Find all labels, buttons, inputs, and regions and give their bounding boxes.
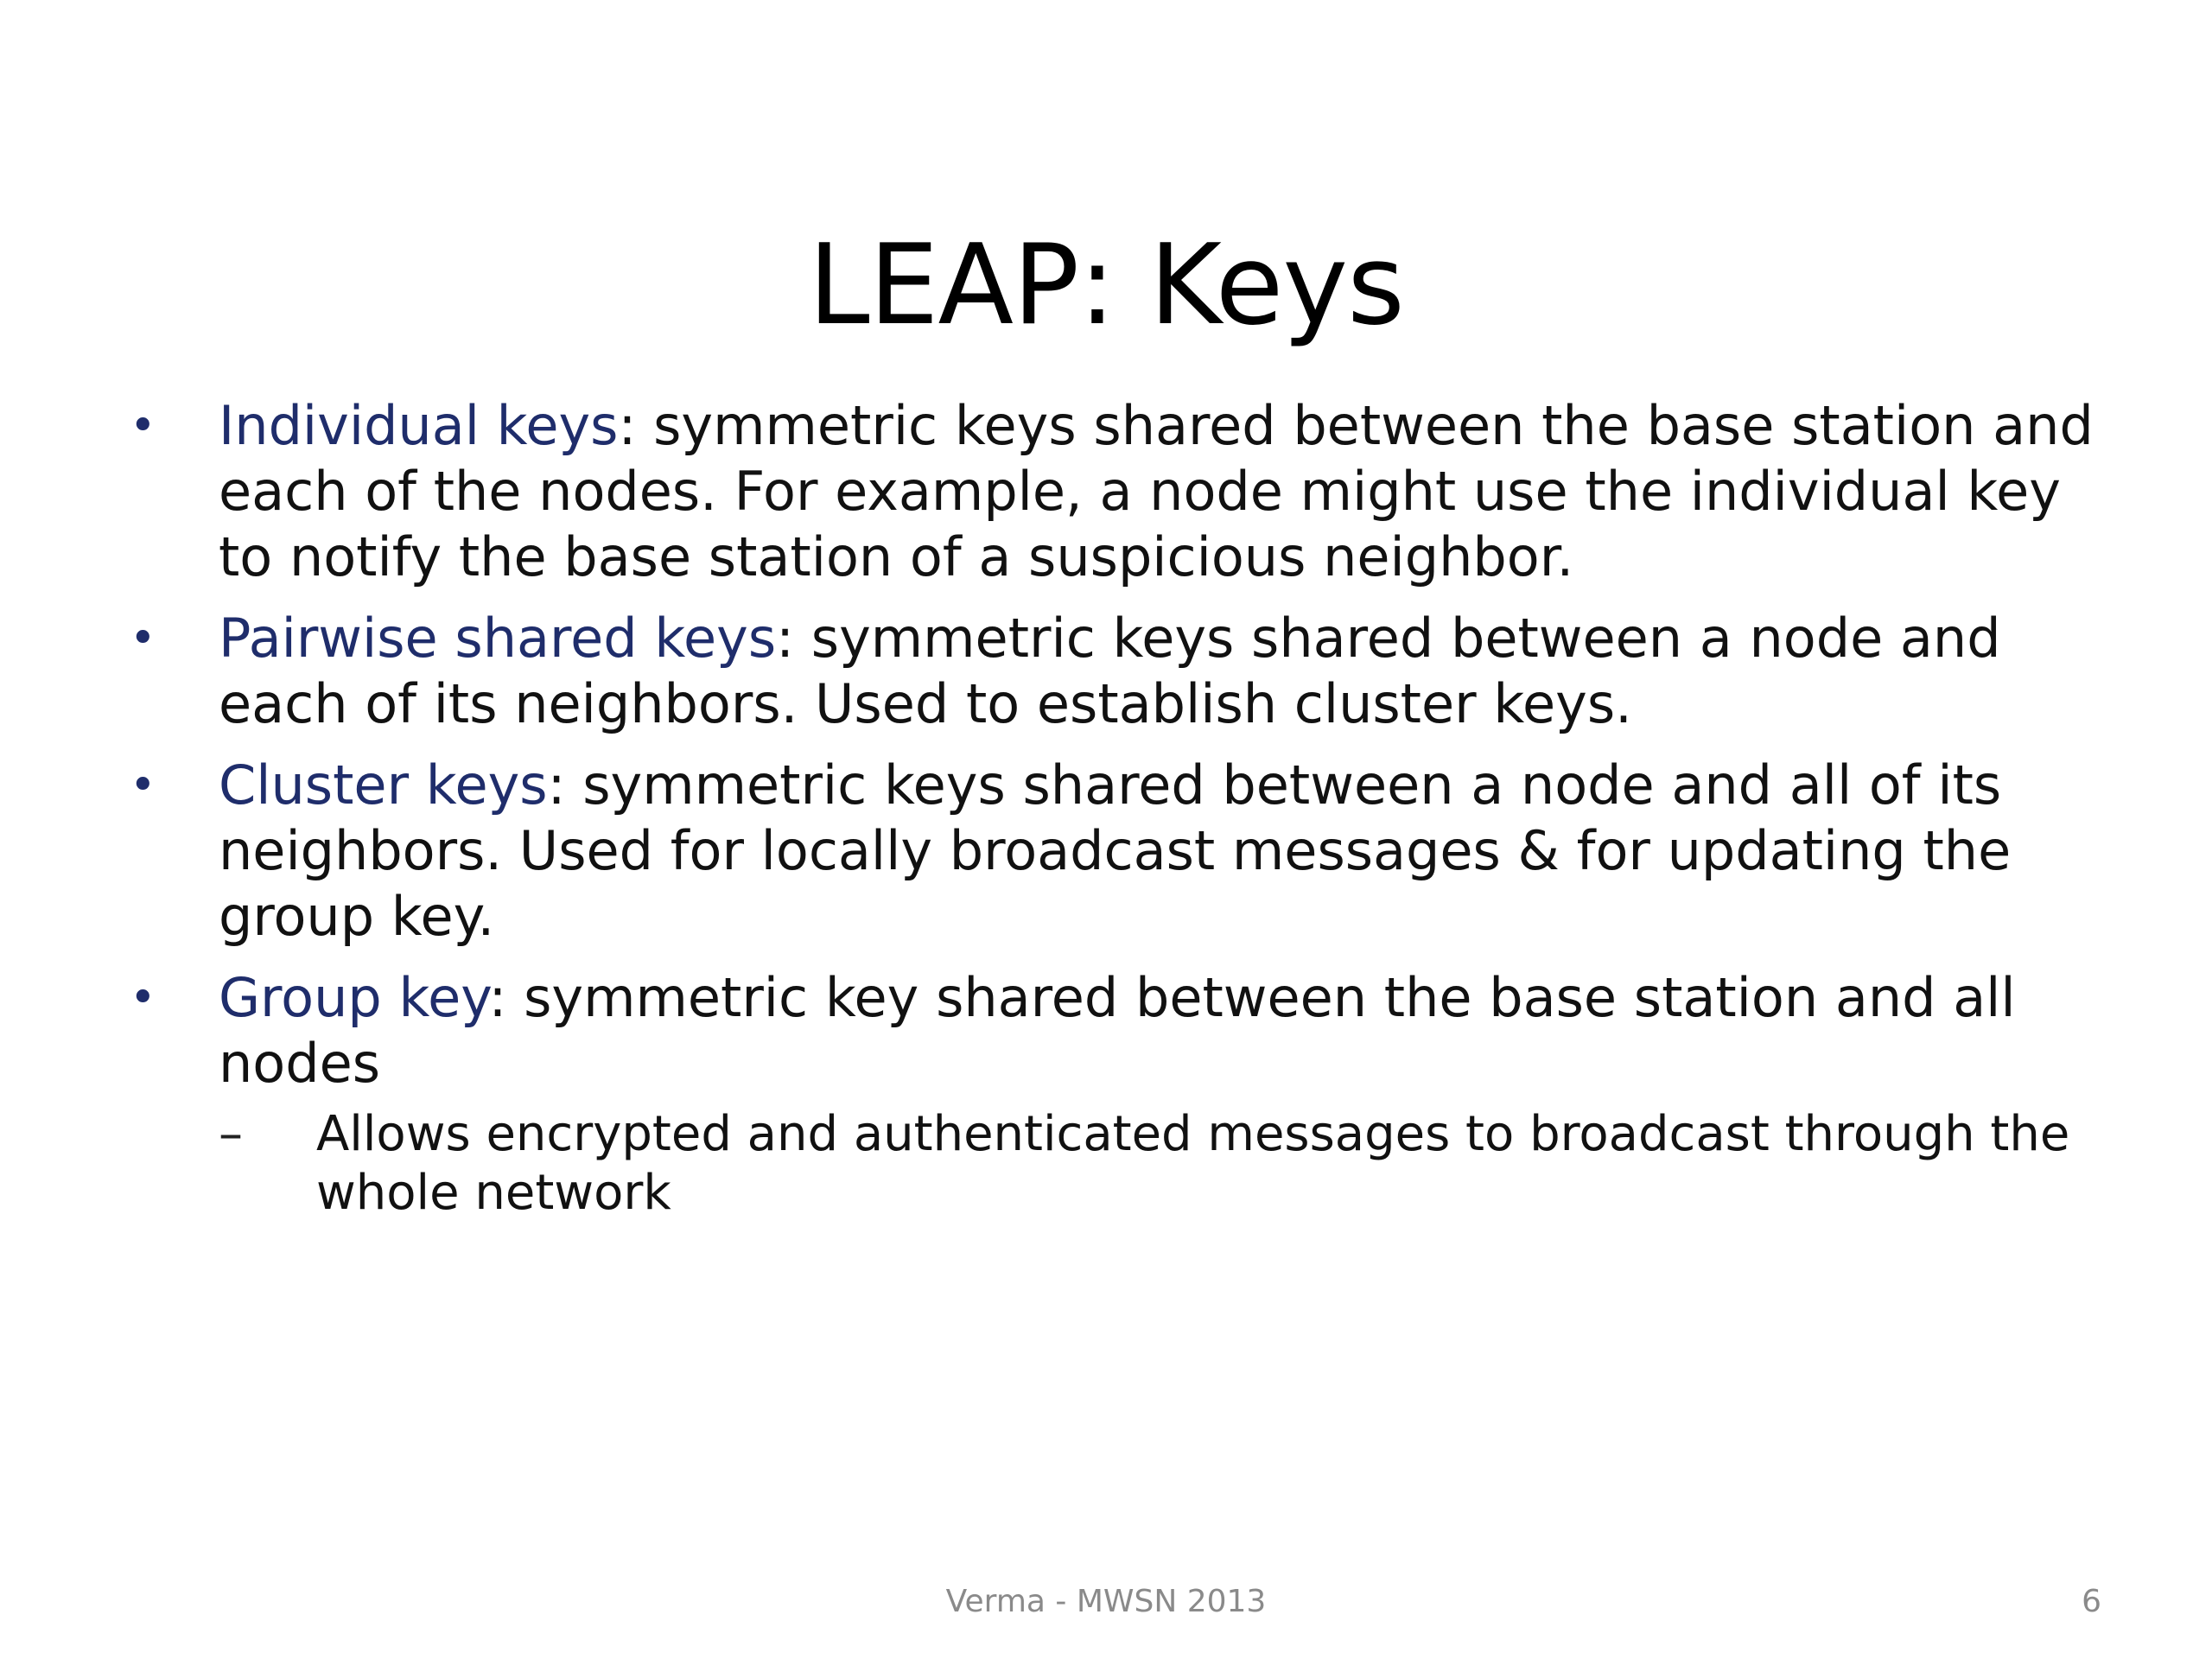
page-number: 6	[2082, 1584, 2101, 1619]
bullet-marker: •	[130, 972, 156, 1024]
bullet-term: Individual keys	[219, 394, 619, 457]
footer-text: Verma - MWSN 2013	[945, 1584, 1267, 1619]
sub-bullet-marker: –	[219, 1106, 243, 1162]
bullet-pairwise-keys	[130, 606, 2108, 737]
bullet-cluster-keys	[130, 753, 2108, 950]
bullet-term: Cluster keys	[219, 753, 548, 817]
slide-title: LEAP: Keys	[808, 220, 1404, 350]
bullet-individual-keys	[130, 393, 2108, 590]
bullet-text: : symmetric key shared between the base station and all nodes	[219, 966, 2016, 1095]
sub-bullet-text: Allows encrypted and authenticated messages to broadcast through the whole network	[316, 1106, 2070, 1221]
bullet-marker: •	[130, 613, 156, 664]
sub-bullet-list	[219, 1105, 2108, 1223]
bullet-text: : symmetric keys shared between a node and all of its neighbors. Used for locally broadcast messages & for updating the group key.	[219, 753, 2012, 948]
sub-bullet-broadcast	[219, 1105, 2108, 1223]
bullet-list	[130, 393, 2108, 1223]
bullet-marker: •	[130, 400, 156, 452]
slide-content	[130, 393, 2108, 1238]
bullet-marker: •	[130, 760, 156, 811]
bullet-term: Group key	[219, 966, 489, 1029]
bullet-text: : symmetric keys shared between the base station and each of the nodes. For example, a node might use the individual key to notify the base station of a suspicious neighbor.	[219, 394, 2094, 588]
bullet-group-key	[130, 965, 2108, 1223]
bullet-term: Pairwise shared keys	[219, 607, 777, 670]
bullet-text: : symmetric keys shared between a node and each of its neighbors. Used to establish cluster keys.	[219, 607, 2001, 735]
